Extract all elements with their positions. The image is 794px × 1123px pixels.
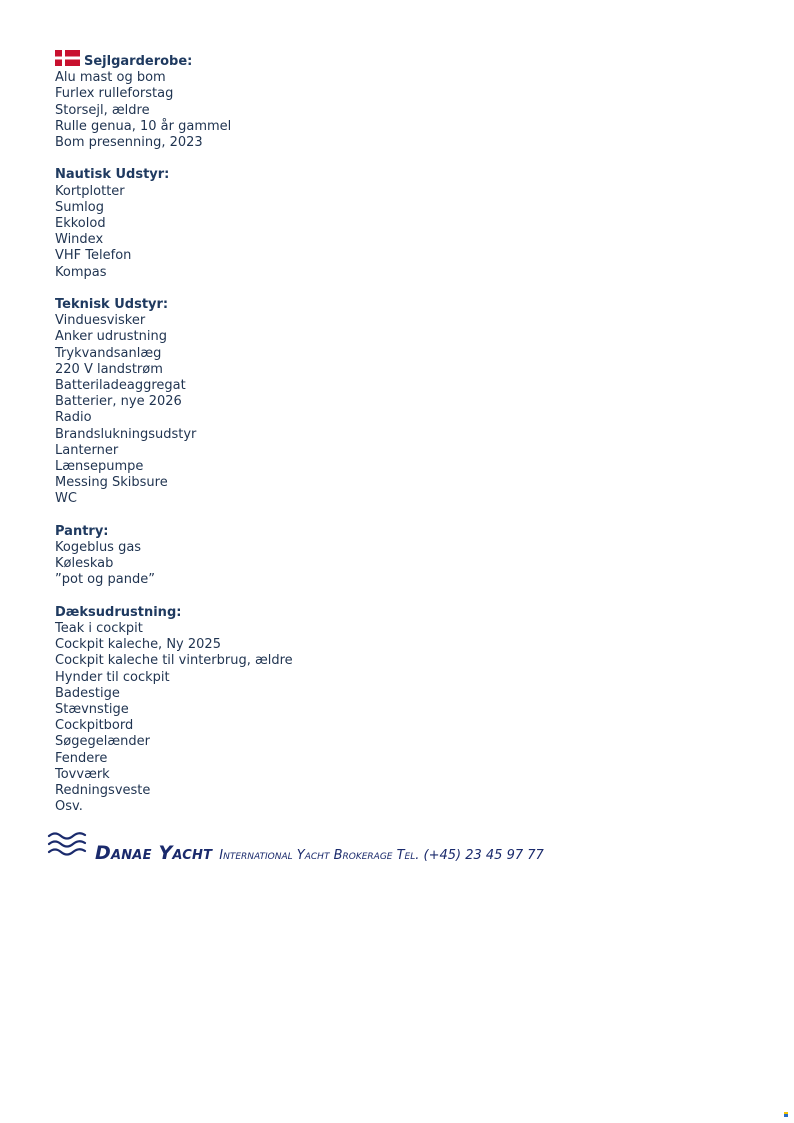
list-item: Batteriladeaggregat: [55, 378, 186, 394]
list-item: Tovværk: [55, 766, 110, 782]
list-item: Storsejl, ældre: [55, 102, 150, 118]
section-heading: [55, 524, 755, 540]
section-heading: [55, 605, 755, 621]
list-item: Furlex rulleforstag: [55, 86, 174, 102]
waves-logo-icon: [47, 830, 87, 860]
section: [55, 167, 755, 280]
danish-flag-icon: [55, 50, 80, 66]
list-item: Køleskab: [55, 556, 114, 572]
list-item: Fendere: [55, 750, 108, 766]
list-item: Teak i cockpit: [55, 621, 143, 637]
list-item: Stævnstige: [55, 702, 129, 718]
list-item: Kogeblus gas: [55, 540, 142, 556]
list-item: Vinduesvisker: [55, 313, 146, 329]
section: [55, 524, 755, 589]
list-item: Hynder til cockpit: [55, 669, 170, 685]
list-item: Kortplotter: [55, 183, 125, 199]
list-item: Cockpit kaleche til vinterbrug, ældre: [55, 653, 293, 669]
list-item: Alu mast og bom: [55, 70, 166, 86]
list-item: Radio: [55, 410, 92, 426]
list-item: Sumlog: [55, 199, 104, 215]
list-item: Cockpit kaleche, Ny 2025: [55, 637, 221, 653]
list-item: 220 V landstrøm: [55, 361, 163, 377]
list-item: Redningsveste: [55, 783, 151, 799]
brand-line: [95, 842, 544, 864]
section-title: Dæksudrustning:: [55, 604, 182, 620]
list-item: Anker udrustning: [55, 329, 167, 345]
list-item: VHF Telefon: [55, 248, 132, 264]
brand-tagline: International Yacht Brokerage Tel. (+45) 23 45 97 77: [219, 848, 544, 863]
list-item: Badestige: [55, 685, 120, 701]
section-heading: [55, 297, 755, 313]
footer: [47, 830, 767, 866]
section: [55, 50, 755, 151]
list-item: Windex: [55, 232, 104, 248]
section: [55, 297, 755, 508]
list-item: Batterier, nye 2026: [55, 394, 182, 410]
list-item: Søgegelænder: [55, 734, 150, 750]
list-item: Lænsepumpe: [55, 459, 144, 475]
list-item: Lanterner: [55, 442, 119, 458]
list-item: Brandslukningsudstyr: [55, 426, 197, 442]
equipment-list: [55, 50, 755, 832]
list-item: Messing Skibsure: [55, 475, 168, 491]
list-item: Cockpitbord: [55, 718, 134, 734]
section: [55, 605, 755, 816]
corner-mark: [784, 1112, 788, 1117]
section-heading: [55, 167, 755, 183]
list-item: WC: [55, 491, 77, 507]
list-item: Kompas: [55, 264, 107, 280]
list-item: Rulle genua, 10 år gammel: [55, 118, 232, 134]
list-item: Ekkolod: [55, 216, 106, 232]
list-item: Bom presenning, 2023: [55, 135, 203, 151]
section-title: Sejlgarderobe:: [84, 54, 193, 69]
section-title: Nautisk Udstyr:: [55, 167, 170, 183]
section-title: Teknisk Udstyr:: [55, 297, 169, 313]
brand-name: Danae Yacht: [95, 842, 213, 864]
list-item: Trykvandsanlæg: [55, 345, 162, 361]
section-title: Pantry:: [55, 523, 109, 539]
list-item: Osv.: [55, 799, 83, 815]
section-heading: [55, 50, 755, 70]
list-item: ”pot og pande”: [55, 572, 155, 588]
